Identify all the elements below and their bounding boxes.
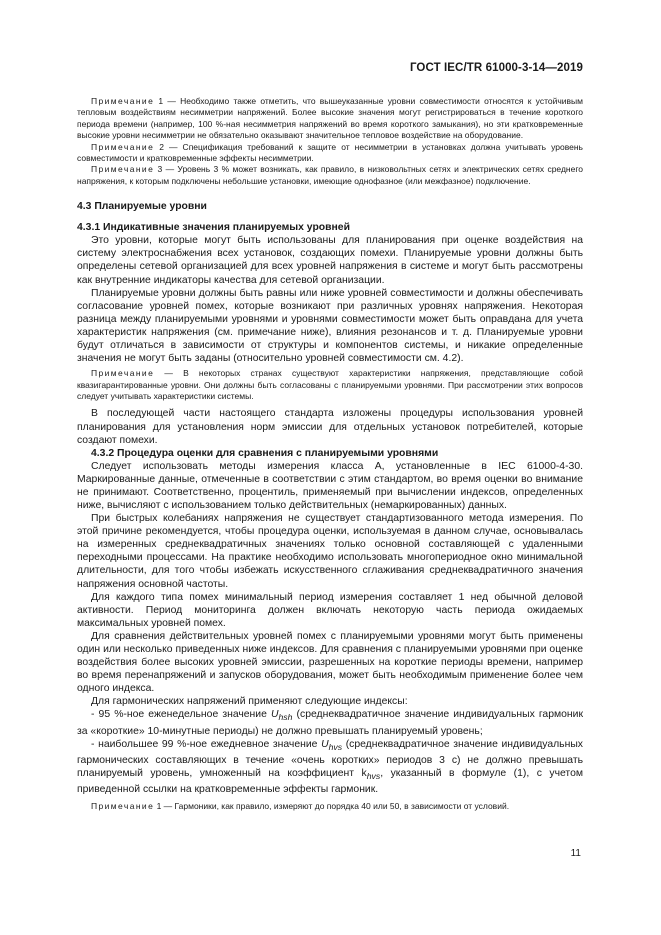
coefficient-symbol: k [361,768,367,779]
note-text: 1 — Гармоники, как правило, измеряют до порядка 40 или 50, в зависимости от условий. [154,801,510,812]
paragraph: В последующей части настоящего стандарта изложены процедуры использования уровней планирования для установления норм эмиссии для отдельных установок потребителей, которые создают помехи. [77,408,583,446]
section-heading-4-3: 4.3 Планируемые уровни [77,201,207,213]
paragraph: Это уровни, которые могут быть использованы для планирования при оценке воздействия на систему электроснабжения всех установок, создающих помехи. Планируемые уровни должны быть определены сетевой организацией для всех уровней напряжения в системе и могут быть рассмотрены как внутренние индикаторы качества для сетевой организации. [77,235,583,286]
coefficient-subscript: hvs [366,771,381,782]
note-2 [77,142,583,165]
paragraph: Для каждого типа помех минимальный период измерения составляет 1 нед обычной деловой активности. Период мониторинга должен включать некоторую часть периода ожидаемых максимальных уровней помех. [77,591,583,629]
document-code-header: ГОСТ IEC/TR 61000-3-14—2019 [409,62,583,74]
note-label: Примечание [91,164,155,175]
section-heading-4-3-2: 4.3.2 Процедура оценки для сравнения с планируемыми уровнями [91,447,439,459]
note-label: Примечание [91,141,155,152]
variable-symbol: U [270,709,279,721]
note-text: 3 — Уровень 3 % может возникать, как правило, в низковольтных сетях и электрических сетях среднего напряжения, к которым подключены небольшие установки, имеющие однофазное (или межфазное) подключение. [77,164,583,186]
list-item: - наибольшее 99 %-ное ежедневное значение $U_{hvs}$ (среднеквадратичное значение индивидуальных гармонических составляющих в течение «очень коротких» периодов 3 с) не должно превышать планируемый уровень, умноженный на коэффициент $k_{hvs}$, указанный в формуле (1), с учетом приведенной ссылки на кратковременные эффекты гармоник. [77,738,584,796]
note [77,801,583,812]
note-label: Примечание [91,368,155,379]
note-label: Примечание [91,801,155,812]
variable-subscript: hvs [328,741,343,752]
variable-symbol: U [321,738,329,750]
note-label: Примечание [91,96,155,106]
paragraph: Для гармонических напряжений применяют следующие индексы: [91,696,408,708]
paragraph: Планируемые уровни должны быть равны или ниже уровней совместимости и должны обеспечивать согласование уровней помех, которые возникают при различных уровнях напряжения. Некоторая разница между планируемыми уровнями и уровнями совместимости может быть оправдана для учета характеристик напряжения (см. примечание ниже), влияния резонансов и т. д. Планируемые уровни будут отличаться в зависимости от структуры и компонентов системы, и никакие определенные значения не могут быть заданы (относительно уровней совместимости см. 4.2). [77,287,583,365]
note [77,368,583,402]
paragraph: При быстрых колебаниях напряжения не существует стандартизованного метода измерения. По этой причине рекомендуется, чтобы процедура оценки, используемая в данном случае, основывалась на измеренных среднеквадратичных значениях только основной составляющей с удаленными переходными процессами. На практике необходимо использовать многопериодное окно минимальной длительности, для того чтобы избежать искусственного сглаживания среднеквадратичного значения напряжения основной частоты. [77,513,583,590]
variable-subscript: hsh [278,712,293,723]
section-heading-4-3-1: 4.3.1 Индикативные значения планируемых уровней [77,222,350,234]
note-text: 2 — Спецификация требований к защите от несимметрии в установках должна учитывать уровень совместимости и кратковременные эффекты несимметрии. [77,141,583,164]
page-number: 11 [570,848,581,859]
paragraph: Для сравнения действительных уровней помех с планируемыми уровнями могут быть применены один или несколько приведенных ниже индексов. Для сравнения с планируемыми уровнями при оценке воздействия более высоких уровней эмиссии, разрешенных на короткие периоды времени, например во время перенапряжений и запусков оборудования, может быть необходимым применение более чем одного индекса. [77,630,583,695]
paragraph: Следует использовать методы измерения класса А, установленные в IEC 61000-4-30. Маркированные данные, отмеченные в соответствии с этим стандартом, во время оценки во внимание не принимают. Соответственно, процентиль, применяемый при вычислении индексов, определенных ниже, вычисляют с использованием только действительных (немаркированных) данных. [77,460,583,511]
note-3 [77,164,583,187]
note-text: — В некоторых странах существуют характеристики напряжения, представляющие собой квазигарантированные уровни. Они должны быть согласованы с планируемыми уровнями. При рассмотрении этих вопросов следует учитывать характеристики системы. [77,368,583,401]
list-item: - 95 %-ное еженедельное значение $U_{hsh}$ (среднеквадратичное значение индивидуальных гармоник за «короткие» 10-минутные периоды) не должно превышать планируемый уровень; [77,709,583,737]
note-text: 1 — Необходимо также отметить, что вышеуказанные уровни совместимости относятся к устойчивым тепловым воздействиям несимметрии напряжений. Более высокие значения могут регистрироваться в течение короткого периода времени (например, 100 %-ная несимметрия напряжений во время короткого замыкания), но эти кратковременные высокие уровни несимметрии не обязательно оказывают значительное тепловое воздействие на оборудование. [77,96,583,141]
note-1 [77,96,583,142]
document-body [77,96,583,813]
